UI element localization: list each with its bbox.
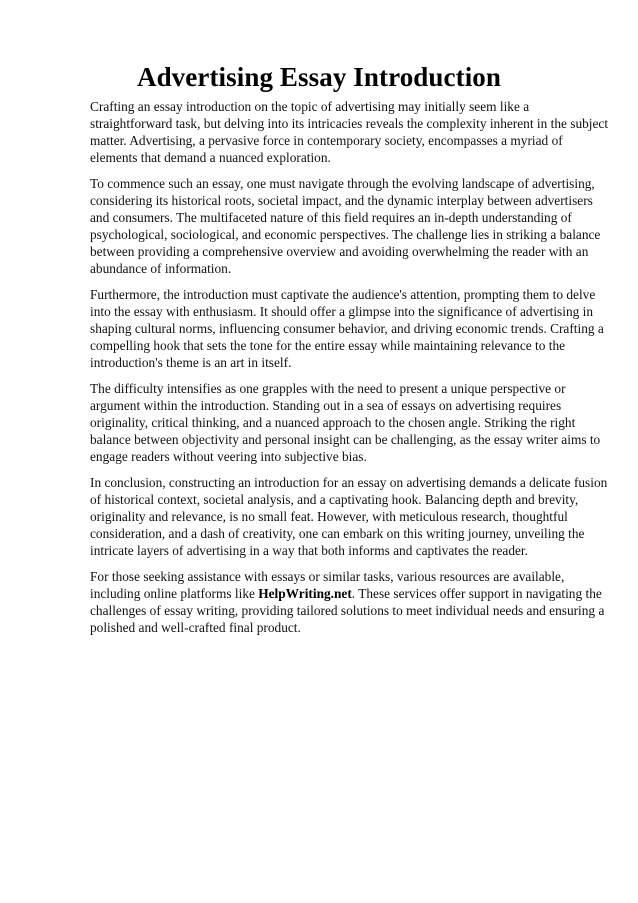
paragraph: [90, 98, 609, 166]
paragraph-line: balance between objectivity and personal insight can be challenging, as the essay writer aims to: [90, 432, 601, 447]
paragraph: [90, 175, 601, 277]
paragraph-line: matter. Advertising, a pervasive force in contemporary society, encompasses a myriad of: [90, 133, 563, 148]
paragraph-line: [90, 585, 602, 602]
paragraph-line: shaping cultural norms, influencing consumer behavior, and driving economic trends. Crafting a: [90, 321, 604, 336]
paragraphs-container: [90, 98, 609, 559]
paragraph-line: polished and well-crafted final product.: [90, 620, 301, 635]
paragraph-line: argument within the introduction. Standing out in a sea of essays on advertising requires: [90, 398, 562, 413]
paragraph-line: between providing a comprehensive overview and avoiding overwhelming the reader with an: [90, 244, 589, 259]
line-text-after-link: . These services offer support in navigating the: [351, 586, 602, 601]
paragraph: [90, 286, 604, 371]
paragraph-line: introduction's theme is an art in itself.: [90, 355, 292, 370]
paragraph-line: Furthermore, the introduction must captivate the audience's attention, prompting them to delve: [90, 287, 596, 302]
paragraph-line: straightforward task, but delving into its intricacies reveals the complexity inherent in the subject: [90, 116, 609, 131]
paragraph: [90, 380, 601, 465]
paragraph-line: For those seeking assistance with essays or similar tasks, various resources are available,: [90, 569, 565, 584]
paragraph-line: elements that demand a nuanced exploration.: [90, 150, 331, 165]
paragraph-line: To commence such an essay, one must navigate through the evolving landscape of advertising,: [90, 176, 595, 191]
paragraph-line: psychological, sociological, and economic perspectives. The challenge lies in striking a balance: [90, 227, 601, 242]
paragraph-line: originality and relevance, is no small feat. However, with meticulous research, thoughtful: [90, 509, 568, 524]
paragraph-line: challenges of essay writing, providing tailored solutions to meet individual needs and ensuring a: [90, 603, 605, 618]
page-title: Advertising Essay Introduction: [136, 62, 502, 92]
paragraph-line: of historical context, societal analysis, and a captivating hook. Balancing depth and brevity,: [90, 492, 579, 507]
line-text-before-link: including online platforms like: [90, 586, 259, 601]
paragraph-final: [90, 568, 605, 636]
paragraph: [90, 474, 608, 559]
paragraph-line: and consumers. The multifaceted nature of this field requires an in-depth understanding of: [90, 210, 572, 225]
paragraph-line: engage readers without veering into subjective bias.: [90, 449, 367, 464]
paragraph-line: In conclusion, constructing an introduction for an essay on advertising demands a delicate fusion: [90, 475, 608, 490]
paragraph-line: compelling hook that sets the tone for the entire essay while maintaining relevance to the: [90, 338, 566, 353]
paragraph-line: originality, critical thinking, and a nuanced approach to the chosen angle. Striking the right: [90, 415, 576, 430]
paragraph-line: abundance of information.: [90, 261, 232, 276]
paragraph-line: considering its historical roots, societal impact, and the dynamic interplay between advertisers: [90, 193, 593, 208]
paragraph-line: Crafting an essay introduction on the topic of advertising may initially seem like a: [90, 99, 530, 114]
helpwriting-link[interactable]: HelpWriting.net: [258, 586, 352, 601]
paragraph-line: consideration, and a dash of creativity, one can embark on this writing journey, unveiling the: [90, 526, 585, 541]
essay-body: [90, 98, 609, 645]
paragraph-line: The difficulty intensifies as one grapples with the need to present a unique perspective or: [90, 381, 566, 396]
paragraph-line: intricate layers of advertising in a way that both informs and captivates the reader.: [90, 543, 528, 558]
paragraph-line: into the essay with enthusiasm. It should offer a glimpse into the significance of advertising in: [90, 304, 594, 319]
